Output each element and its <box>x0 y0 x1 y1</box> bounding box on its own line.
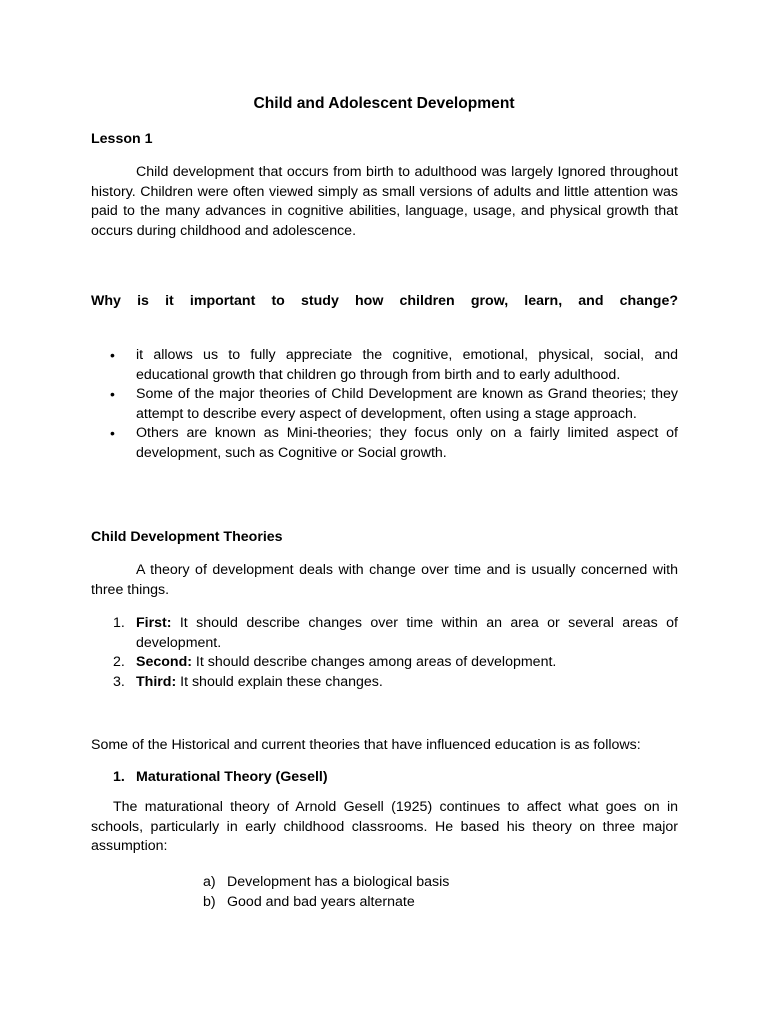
list-item: 2. Second: It should describe changes among areas of development. <box>113 654 557 671</box>
list-item: a) Development has a biological basis <box>203 874 450 890</box>
intro-paragraph: Child development that occurs from birth to adulthood was largely Ignored throughout history. Children were often viewed simply as small versions of adults and little attention was paid to the many advances in cognitive abilities, language, usage, and physical growth that occurs during childhood and adolescence. <box>91 164 678 239</box>
maturational-heading: 1. Maturational Theory (Gesell) <box>113 769 328 785</box>
bullet-icon: • <box>110 425 115 442</box>
list-item: • Others are known as Mini-theories; they focus only on a fairly limited aspect of development, such as Cognitive or Social growth. <box>110 425 678 461</box>
question-heading: Why is it important to study how children grow, learn, and change? <box>91 293 678 309</box>
maturational-paragraph: The maturational theory of Arnold Gesell (1925) continues to affect what goes on in schools, particularly in early childhood classrooms. He based his theory on three major assumption: <box>91 799 678 855</box>
theory-criteria-list <box>91 614 678 692</box>
list-item: • it allows us to fully appreciate the cognitive, emotional, physical, social, and educational growth that children go through from birth and to early adulthood. <box>110 347 678 383</box>
document-title: Child and Adolescent Development <box>253 95 515 112</box>
list-item: • Some of the major theories of Child Development are known as Grand theories; they attempt to describe every aspect of development, often using a stage approach. <box>110 386 678 422</box>
list-item: b) Good and bad years alternate <box>203 893 415 910</box>
historical-paragraph: Some of the Historical and current theories that have influenced education is as follows: <box>91 737 641 753</box>
list-item: 3. Third: It should explain these changes. <box>113 673 383 690</box>
bullet-icon: • <box>110 386 115 403</box>
list-item: 1. First: It should describe changes over time within an area or several areas of development. <box>113 615 678 651</box>
lesson-label: Lesson 1 <box>91 131 153 147</box>
bullet-icon: • <box>110 347 115 363</box>
reasons-list <box>91 346 678 464</box>
theories-intro-paragraph: A theory of development deals with change over time and is usually concerned with three things. <box>91 562 678 598</box>
theories-heading: Child Development Theories <box>91 529 283 545</box>
assumptions-list <box>203 873 449 912</box>
